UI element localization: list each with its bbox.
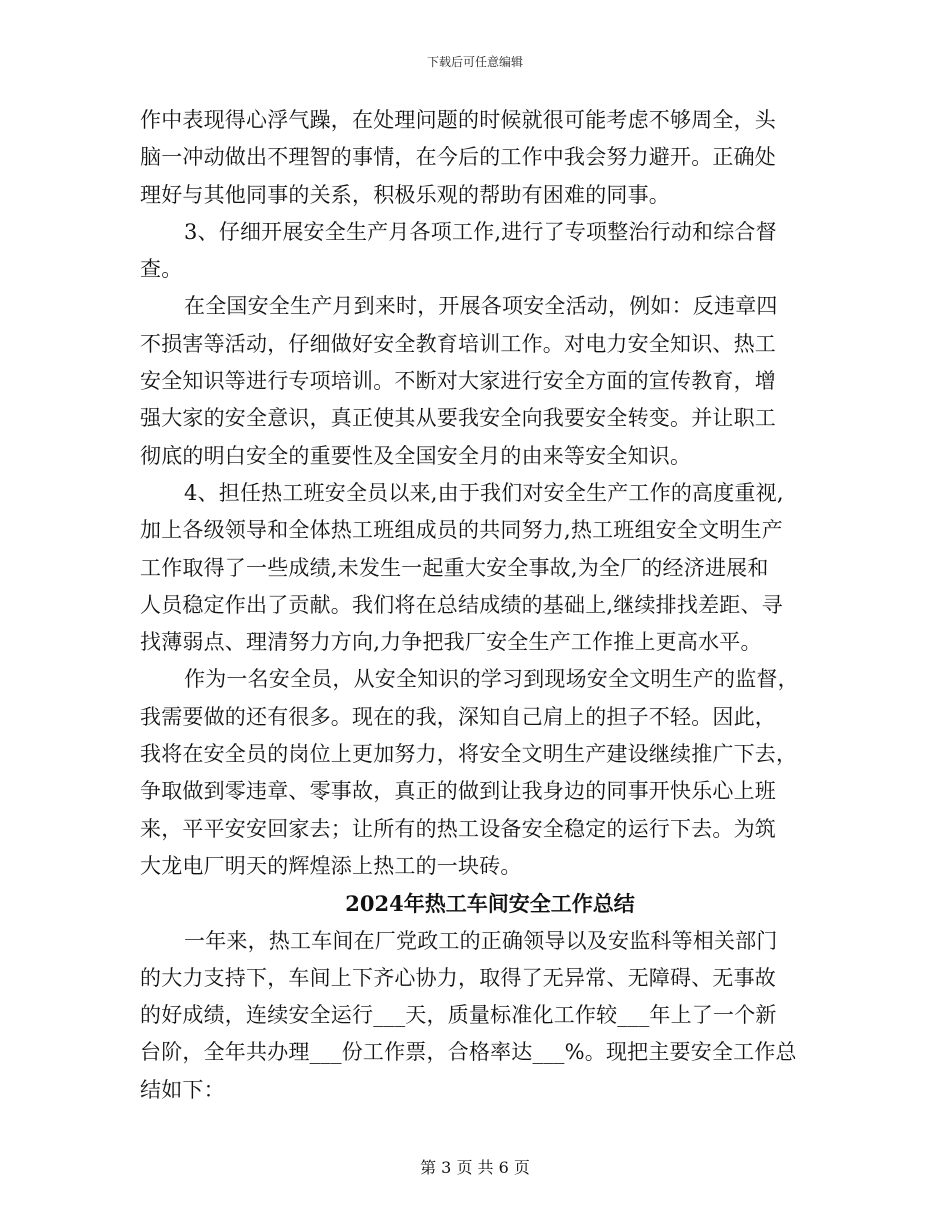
- text-line: 的大力支持下，车间上下齐心协力，取得了无异常、无障碍、无事故: [140, 965, 776, 990]
- page-number: 第 3 页 共 6 页: [420, 1158, 530, 1177]
- document-body: [140, 102, 820, 1109]
- text-line: 4、担任热工班安全员以来,由于我们对安全生产工作的高度重视,: [184, 480, 784, 505]
- text-line: 在全国安全生产月到来时，开展各项安全活动，例如：反违章四: [184, 294, 778, 319]
- text-line: 来，平平安安回家去；让所有的热工设备安全稳定的运行下去。为筑: [140, 816, 776, 841]
- text-line: 台阶，全年共办理___份工作票，合格率达___%。现把主要安全工作总: [140, 1040, 797, 1065]
- text-line: 作中表现得心浮气躁，在处理问题的时候就很可能考虑不够周全，头: [140, 108, 776, 132]
- text-line: 不损害等活动，仔细做好安全教育培训工作。对电力安全知识、热工: [140, 331, 776, 356]
- text-line: 人员稳定作出了贡献。我们将在总结成绩的基础上,继续排找差距、寻: [140, 592, 783, 617]
- text-line: 3、仔细开展安全生产月各项工作,进行了专项整治行动和综合督: [184, 219, 777, 244]
- text-line: 理好与其他同事的关系，积极乐观的帮助有困难的同事。: [140, 182, 670, 207]
- text-line: 作为一名安全员，从安全知识的学习到现场安全文明生产的监督，: [184, 667, 799, 692]
- text-line: 结如下：: [140, 1077, 225, 1102]
- header-note: 下载后可任意编辑: [426, 55, 523, 69]
- text-line: 我将在安全员的岗位上更加努力，将安全文明生产建设继续推广下去，: [140, 742, 798, 767]
- text-line: 大龙电厂明天的辉煌添上热工的一块砖。: [140, 853, 522, 878]
- text-line: 查。: [140, 257, 183, 282]
- text-line: 加上各级领导和全体热工班组成员的共同努力,热工班组安全文明生产: [140, 518, 783, 543]
- text-line: 我需要做的还有很多。现在的我，深知自己肩上的担子不轻。因此，: [140, 704, 776, 729]
- text-line: 脑一冲动做出不理智的事情，在今后的工作中我会努力避开。正确处: [140, 145, 776, 170]
- text-line: 一年来，热工车间在厂党政工的正确领导以及安监科等相关部门: [184, 928, 778, 953]
- text-line: 争取做到零违章、零事故，真正的做到让我身边的同事开快乐心上班: [140, 779, 776, 804]
- text-line: 找薄弱点、理清努力方向,力争把我厂安全生产工作推上更高水平。: [140, 630, 762, 655]
- text-line: 强大家的安全意识，真正使其从要我安全向我要安全转变。并让职工: [140, 406, 776, 431]
- text-line: 工作取得了一些成绩,未发生一起重大安全事故,为全厂的经济进展和: [140, 555, 769, 580]
- text-line: 的好成绩，连续安全运行___天，质量标准化工作较___年上了一个新: [140, 1003, 777, 1028]
- text-line: 安全知识等进行专项培训。不断对大家进行安全方面的宣传教育，增: [140, 369, 776, 394]
- text-line: 彻底的明白安全的重要性及全国安全月的由来等安全知识。: [140, 443, 692, 468]
- section-title: 2024年热工车间安全工作总结: [345, 891, 635, 917]
